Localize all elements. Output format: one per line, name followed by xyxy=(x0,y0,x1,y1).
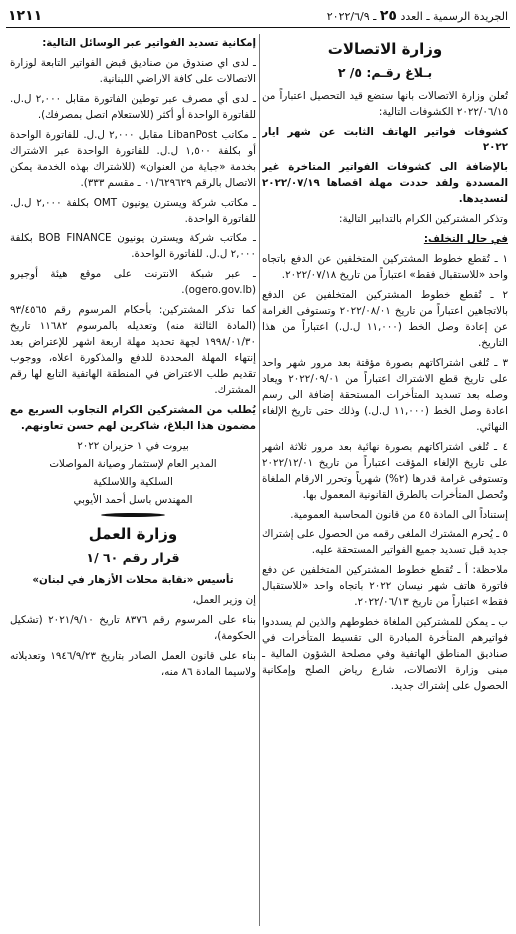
paragraph: إن وزير العمل، xyxy=(192,594,256,607)
section-separator xyxy=(10,513,256,517)
separator-ornament xyxy=(101,513,165,517)
list-item: ـ مكاتب شركة ويسترن يونيون BOB FINANCE بكلفة ٢,٠٠٠ ل.ل. للفاتورة الواحدة. xyxy=(10,232,256,261)
header-divider xyxy=(6,27,510,28)
issue-date: ـ ٢٠٢٢/٦/٩ xyxy=(326,10,377,23)
issue-number: ٢٥ xyxy=(379,8,397,24)
paragraph: ملاحظة: أ ـ تُقطع خطوط المشتركين المتخلفين عن دفع فاتورة هاتف شهر نيسان ٢٠٢٢ باتجاه واحد «للاستقبال فقط» اعتباراً من تاريخ ٢٠٢٢/٠٦/١٣. xyxy=(262,564,508,609)
paragraph: ١ ـ تُقطع خطوط المشتركين المتخلفين عن الدفع باتجاه واحد «للاستقبال فقط» اعتباراً من تاريخ ٢٠٢٢/٠٧/١٨. xyxy=(262,253,508,282)
list-item: ـ مكاتب شركة ويسترن يونيون OMT بكلفة ٢,٠٠٠ ل.ل. للفاتورة الواحدة. xyxy=(10,196,256,225)
paragraph: تُعلن وزارة الاتصالات بانها ستضع قيد التحصيل اعتباراً من ٢٠٢٢/٠٦/١٥ الكشوفات التالية: xyxy=(262,89,508,118)
right-column xyxy=(262,36,508,930)
list-item: ـ لدى اي صندوق من صناديق قبض الفواتير التابعة لوزارة الاتصالات على كافة الاراضي اللبنانية. xyxy=(10,56,256,85)
date-line: بيروت في ١ حزيران ٢٠٢٢ xyxy=(77,439,189,452)
notice-title: بـلاغ رقـم: ٥/ ٢ xyxy=(337,65,433,81)
left-column xyxy=(10,36,256,930)
paragraph: ٤ ـ تُلغى اشتراكاتهم بصورة نهائية بعد مرور ثلاثة اشهر على تاريخ الإلغاء المؤقت اعتباراً من تاريخ ٢٠٢٢/١٢/٠١ وتستوفى غرامة قدرها (٢%) شهرياً وتحرر الارقام الملغاة وتُحصل المتأخرات بالطرق القانونية المعمول بها. xyxy=(262,440,508,501)
paragraph: كما تذكر المشتركين: بأحكام المرسوم رقم ٩٣/٤٥٦٥ (المادة الثالثة منه) وتعديله بالمرسوم ١١٦٨٢ تاريخ ١٩٩٨/٠١/٣٠ لجهة تحديد مهلة اربعة اشهر للإعتراض بعد إنتهاء المهلة المحددة للدفع والمذكورة اعلاه، ووجوب تقديم طلب الاعتراض في المنطقة الهاتفية التابع لها رقم المشترك. xyxy=(10,304,256,397)
paragraph: ٣ ـ تُلغى اشتراكاتهم بصورة مؤقتة بعد مرور شهر واحد على تاريخ قطع الاشتراك اعتباراً من ٢٠٢٢/٠٩/٠١ ويعاد وصله بعد تسديد المتأخرات المستحقة إضافة الى رسم اعادة وصل الخط (١١,٠٠٠ ل.ل.) وذلك حتى تاريخ الإلغاء النهائي. xyxy=(262,356,508,433)
decision-number: قرار رقم ٦٠ /١ xyxy=(86,549,180,565)
ministry-title: وزارة العمل xyxy=(88,524,178,543)
page-number: ١٢١١ xyxy=(8,8,43,24)
section-label: في حال التخلف: xyxy=(423,233,508,246)
list-item: ـ عبر شبكة الانترنت على موقع هيئة أوجيرو (ogero.gov.lb). xyxy=(10,268,256,297)
paragraph: بناء على المرسوم رقم ٨٣٧٦ تاريخ ٢٠٢١/٩/١٠ (تشكيل الحكومة)، xyxy=(10,614,256,643)
paragraph: ٢ ـ تُقطع خطوط المشتركين المتخلفين عن الدفع بالاتجاهين اعتباراً من تاريخ ٢٠٢٢/٠٨/٠١ وتستوفى الغرامة عن إعادة وصل الخط (١١,٠٠٠ ل.ل.) اعتباراً من هذا التاريخ. xyxy=(262,289,508,349)
list-item: ـ مكاتب LibanPost مقابل ٢,٠٠٠ ل.ل. للفاتورة الواحدة أو بكلفة ١,٥٠٠ ل.ل. للفاتورة الواحدة عبر الاشتراك بخدمة «جباية من العنوان» (للاشتراك بهذه الخدمة يمكن الاتصال بالرقم ٠١/٦٢٩٦٢٩ ـ مقسم ٣٣٣). xyxy=(10,128,256,189)
signature-line: السلكية واللاسلكية xyxy=(93,475,173,488)
list-item: ـ لدى أي مصرف عبر توطين الفاتورة مقابل ٢,٠٠٠ ل.ل. للفاتورة الواحدة أو أكثر (للاستعلام اتصل بمصرفك). xyxy=(10,92,256,121)
page-header xyxy=(8,6,508,26)
paragraph: بناء على قانون العمل الصادر بتاريخ ١٩٤٦/٩/٢٣ وتعديلاته ولاسيما المادة ٨٦ منه، xyxy=(10,650,256,679)
signatory-name: المهندس باسل أحمد الأيوبي xyxy=(73,493,193,506)
gazette-title: الجريدة الرسمية ـ العدد xyxy=(400,10,508,23)
paragraph: ٥ ـ يُحرم المشترك الملغى رقمه من الحصول على إشتراك جديد قبل تسديد جميع الفواتير المستحقة عليه. xyxy=(262,528,508,557)
paragraph-bold: يُطلب من المشتركين الكرام التجاوب السريع مع مضمون هذا البلاغ، شاكرين لهم حسن تعاونهم. xyxy=(10,404,256,432)
payment-methods-title: إمكانية تسديد الفواتير عبر الوسائل التالية: xyxy=(42,37,256,49)
signature-line: المدير العام لإستثمار وصيانة المواصلات xyxy=(49,457,217,470)
paragraph: ب ـ يمكن للمشتركين الملغاة خطوطهم والذين لم يسددوا فواتيرهم المتأخرة المبادرة الى تقسيط المتأخرات في صناديق المناطق الهاتفية وفي مصلحة الشؤون المالية ـ مبنى وزارة الاتصالات، شارع رياض الصلح وإمكانية الحصول على إشتراك جديد. xyxy=(262,616,508,693)
header-title-block xyxy=(327,8,508,24)
paragraph-bold: كشوفات فواتير الهاتف الثابت عن شهر ايار ٢٠٢٢ xyxy=(262,125,508,154)
column-divider xyxy=(259,34,260,926)
paragraph: إستناداً الى المادة ٤٥ من قانون المحاسبة العمومية. xyxy=(290,508,508,521)
paragraph-bold: بالإضافة الى كشوفات الفواتير المتاخرة غير المسددة ولقد حددت مهلة اقصاها ٢٠٢٢/٠٧/١٩ لتسديدها. xyxy=(262,161,508,206)
decision-title: تأسيس «نقابة محلات الأزهار في لبنان» xyxy=(32,574,234,587)
paragraph: وتذكر المشتركين الكرام بالتدابير التالية: xyxy=(339,213,508,226)
ministry-title: وزارة الاتصالات xyxy=(327,40,443,58)
